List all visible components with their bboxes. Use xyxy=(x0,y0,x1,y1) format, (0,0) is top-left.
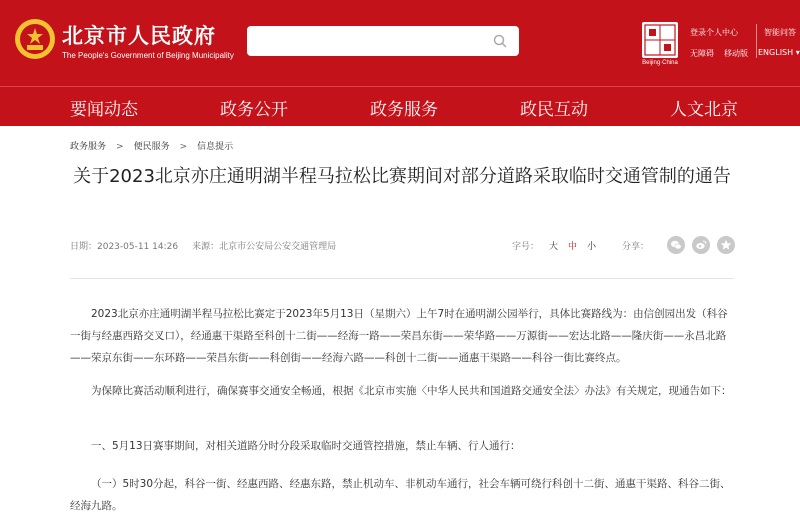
article-paragraph: 2023北京亦庄通明湖半程马拉松比赛定于2023年5月13日（星期六）上午7时在通明湖公园举行，具体比赛路线为：由信创园出发（科谷一街与经惠西路交叉口），经通惠干渠路至科创十二街——经海一路——荣昌东街——荣华路——万源街——宏达北路——隆庆街——永昌北路——荣京东街——东环路——荣昌东街——科创街——经海六路——科创十二街——通惠干渠路——科谷一街比赛终点。 xyxy=(70,308,728,364)
star-icon xyxy=(720,239,732,251)
article-paragraph: （一）5时30分起，科谷一街、经惠西路、经惠东路，禁止机动车、非机动车通行，社会车辆可绕行科创十二街、通惠干渠路、科谷二街、经海九路。 xyxy=(70,478,731,512)
beijing-logo-icon[interactable] xyxy=(642,22,678,58)
breadcrumb-item-convenience[interactable]: 便民服务 xyxy=(133,142,170,152)
breadcrumb xyxy=(70,139,233,152)
article-paragraph: 为保障比赛活动顺利进行，确保赛事交通安全畅通，根据《北京市实施〈中华人民共和国道路交通安全法〉办法》有关规定，现通告如下： xyxy=(91,385,732,397)
meta-divider xyxy=(70,278,734,279)
article-date: 日期：2023-05-11 14:26 xyxy=(70,242,179,252)
search-icon[interactable] xyxy=(493,34,507,48)
share-label: 分享： xyxy=(622,242,650,252)
site-header xyxy=(0,0,800,86)
nav-item-open-gov[interactable]: 政务公开 xyxy=(220,100,288,120)
article-meta xyxy=(70,239,336,252)
font-size-large[interactable]: 大 xyxy=(549,242,559,252)
search-input[interactable] xyxy=(247,26,519,56)
breadcrumb-separator: > xyxy=(116,142,124,152)
breadcrumb-separator: > xyxy=(179,142,188,152)
beijing-logo-caption: Beijing·China xyxy=(642,60,678,66)
nav-item-news[interactable]: 要闻动态 xyxy=(70,100,138,120)
national-emblem-icon[interactable] xyxy=(14,17,56,61)
nav-item-culture[interactable]: 人文北京 xyxy=(670,100,738,120)
breadcrumb-item-info[interactable]: 信息提示 xyxy=(197,142,234,152)
favorite-share-button[interactable] xyxy=(717,236,735,254)
nav-item-interaction[interactable]: 政民互动 xyxy=(520,100,588,120)
english-label: ENGLISH xyxy=(758,48,794,57)
header-divider xyxy=(756,24,757,58)
english-link[interactable] xyxy=(758,48,800,57)
font-size-medium[interactable]: 中 xyxy=(568,242,578,252)
smart-qa-link[interactable]: 智能问答 xyxy=(764,28,796,37)
wechat-share-button[interactable] xyxy=(667,236,685,254)
font-size-small[interactable]: 小 xyxy=(587,242,597,252)
login-link[interactable]: 登录个人中心 xyxy=(690,28,738,37)
mobile-link[interactable]: 移动版 xyxy=(724,49,748,58)
font-size-switcher xyxy=(512,239,596,252)
font-size-label: 字号： xyxy=(512,242,540,252)
accessibility-link[interactable]: 无障碍 xyxy=(690,49,714,58)
nav-item-services[interactable]: 政务服务 xyxy=(370,100,438,120)
main-nav xyxy=(0,86,800,126)
site-title[interactable]: 北京市人民政府 xyxy=(62,24,216,48)
article-source: 来源：北京市公安局公安交通管理局 xyxy=(192,242,337,252)
site-subtitle: The People's Government of Beijing Municipality xyxy=(62,51,234,60)
weibo-share-button[interactable] xyxy=(692,236,710,254)
breadcrumb-item-services[interactable]: 政务服务 xyxy=(70,142,107,152)
article-paragraph: 一、5月13日赛事期间，对相关道路分时分段采取临时交通管控措施，禁止车辆、行人通行： xyxy=(91,440,521,452)
weibo-icon xyxy=(695,239,707,251)
article-title: 关于2023北京亦庄通明湖半程马拉松比赛期间对部分道路采取临时交通管制的通告 xyxy=(73,166,731,187)
wechat-icon xyxy=(670,239,682,251)
chevron-down-icon: ▾ xyxy=(795,48,800,57)
